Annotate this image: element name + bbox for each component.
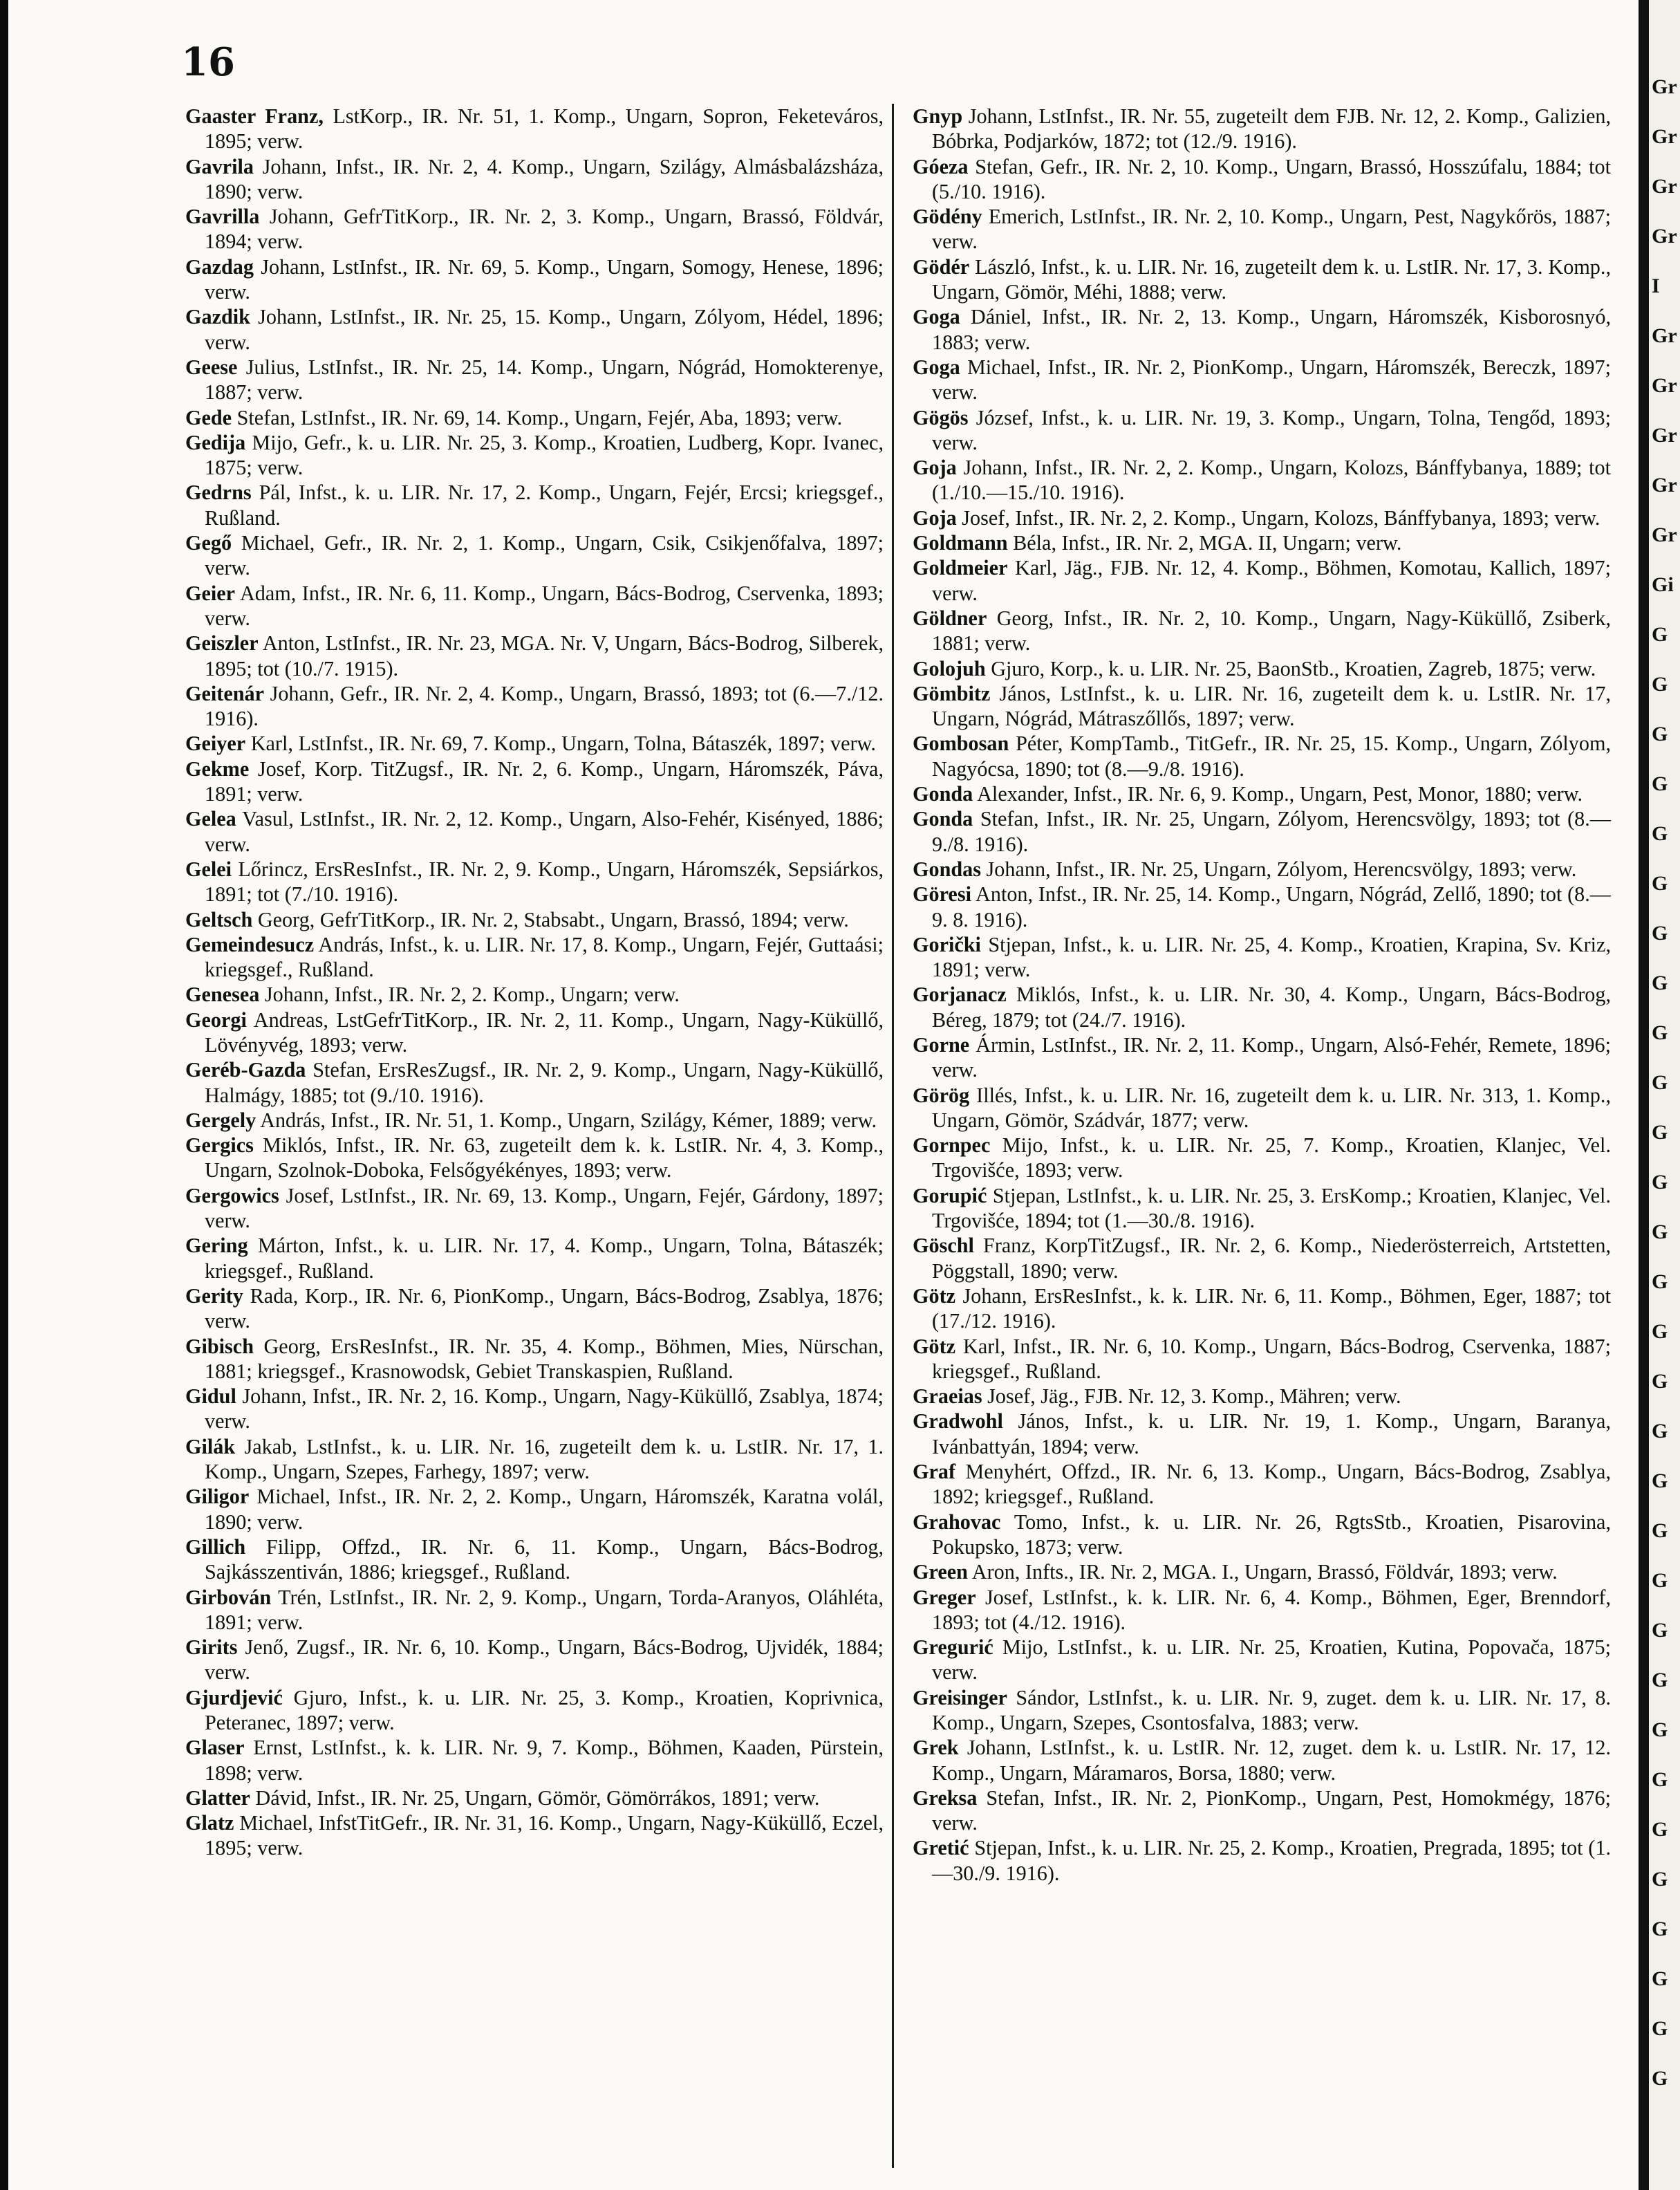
register-entry bbox=[185, 1785, 884, 1810]
entry-surname: Gelea bbox=[185, 807, 236, 831]
register-entry bbox=[185, 1735, 884, 1785]
entry-details: Josef, LstInfst., IR. Nr. 69, 13. Komp., Ungarn, Fejér, Gárdony, 1897; verw. bbox=[205, 1183, 884, 1233]
register-entry bbox=[185, 1685, 884, 1736]
entry-surname: Gergely bbox=[185, 1108, 256, 1132]
register-entry bbox=[913, 555, 1611, 606]
entry-surname: Goja bbox=[913, 456, 957, 480]
entry-surname: Góeza bbox=[913, 154, 969, 178]
register-entry bbox=[185, 1183, 884, 1234]
entry-surname: Goga bbox=[913, 355, 960, 379]
register-entry bbox=[185, 405, 884, 430]
entry-surname: Götz bbox=[913, 1334, 956, 1358]
margin-fragment: G bbox=[1652, 1967, 1668, 1990]
entry-details: Josef, Infst., IR. Nr. 2, 2. Komp., Ungarn, Kolozs, Bánffybanya, 1893; verw. bbox=[956, 505, 1600, 530]
register-entry bbox=[185, 1233, 884, 1283]
register-entry bbox=[185, 631, 884, 681]
margin-fragment: Gr bbox=[1652, 374, 1677, 397]
entry-surname: Göschl bbox=[913, 1234, 974, 1258]
register-entry bbox=[185, 731, 884, 756]
entry-surname: Gerity bbox=[185, 1283, 243, 1308]
entry-details: János, LstInfst., k. u. LIR. Nr. 16, zugeteilt dem k. u. LstIR. Nr. 17, Ungarn, Nógrád, Mátraszőllős, 1897; verw. bbox=[932, 681, 1611, 731]
register-entry bbox=[913, 1835, 1611, 1886]
entry-surname: Girits bbox=[185, 1635, 238, 1660]
entry-details: József, Infst., k. u. LIR. Nr. 19, 3. Komp., Ungarn, Tolna, Tengőd, 1893; verw. bbox=[932, 405, 1611, 454]
margin-fragment: Gr bbox=[1652, 225, 1677, 248]
entry-surname: Gedrns bbox=[185, 481, 252, 505]
entry-surname: Gonda bbox=[913, 782, 973, 806]
entry-details: Vasul, LstInfst., IR. Nr. 2, 12. Komp., Ungarn, Also-Fehér, Kisényed, 1886; verw. bbox=[205, 807, 884, 856]
entry-details: Gjuro, Infst., k. u. LIR. Nr. 25, 3. Komp., Kroatien, Koprivnica, Peteranec, 1897; verw. bbox=[205, 1685, 884, 1734]
entry-details: Dániel, Infst., IR. Nr. 2, 13. Komp., Ungarn, Háromszék, Kisborosnyó, 1883; verw. bbox=[932, 305, 1611, 354]
register-entry bbox=[913, 1032, 1611, 1083]
register-entry bbox=[913, 455, 1611, 505]
register-entry bbox=[185, 1057, 884, 1108]
entry-surname: Gekme bbox=[185, 757, 250, 781]
register-entry bbox=[913, 104, 1611, 154]
margin-fragment: G bbox=[1652, 1071, 1668, 1094]
entry-details: András, Infst., k. u. LIR. Nr. 17, 8. Komp., Ungarn, Fejér, Guttaási; kriegsgef., Rußland. bbox=[205, 932, 884, 982]
register-entry bbox=[185, 681, 884, 732]
entry-details: László, Infst., k. u. LIR. Nr. 16, zugeteilt dem k. u. LstIR. Nr. 17, 3. Komp., Ungarn, Gömör, Méhi, 1888; verw. bbox=[932, 254, 1611, 304]
margin-fragment: G bbox=[1652, 1469, 1668, 1492]
margin-fragment: Gr bbox=[1652, 474, 1677, 497]
next-page-margin bbox=[1649, 0, 1680, 2190]
entry-details: Ármin, LstInfst., IR. Nr. 2, 11. Komp., Ungarn, Alsó-Fehér, Remete, 1896; verw. bbox=[932, 1032, 1611, 1082]
register-entry bbox=[913, 932, 1611, 983]
page-number: 16 bbox=[181, 39, 235, 85]
entry-surname: Gede bbox=[185, 405, 232, 429]
entry-surname: Gregurić bbox=[913, 1635, 993, 1660]
entry-surname: Gegő bbox=[185, 531, 232, 555]
margin-fragment: Gr bbox=[1652, 175, 1677, 198]
margin-fragment: G bbox=[1652, 1818, 1668, 1841]
register-entry bbox=[913, 982, 1611, 1032]
entry-details: Jakab, LstInfst., k. u. LIR. Nr. 16, zugeteilt dem k. u. LstIR. Nr. 17, 1. Komp., Ungarn, Szepes, Farhegy, 1897; verw. bbox=[205, 1434, 884, 1484]
register-entry bbox=[185, 430, 884, 481]
register-entry bbox=[185, 304, 884, 355]
margin-fragment: Gr bbox=[1652, 125, 1677, 148]
entry-surname: Gorički bbox=[913, 932, 981, 956]
margin-fragment: G bbox=[1652, 822, 1668, 845]
entry-surname: Giligor bbox=[185, 1485, 250, 1509]
entry-surname: Geréb-Gazda bbox=[185, 1058, 306, 1082]
register-entry bbox=[185, 1810, 884, 1861]
entry-surname: Goga bbox=[913, 305, 960, 329]
entry-surname: Goldmann bbox=[913, 531, 1008, 555]
margin-fragment: G bbox=[1652, 1669, 1668, 1691]
entry-surname: Gödény bbox=[913, 205, 982, 229]
margin-fragment: G bbox=[1652, 1171, 1668, 1194]
entry-details: Péter, KompTamb., TitGefr., IR. Nr. 25, 15. Komp., Ungarn, Zólyom, Nagyócsa, 1890; tot (8.—9./8. 1916). bbox=[932, 732, 1611, 781]
entry-surname: Goja bbox=[913, 505, 957, 530]
register-entry bbox=[185, 1585, 884, 1635]
register-entry bbox=[913, 1510, 1611, 1560]
entry-details: Johann, Infst., IR. Nr. 2, 16. Komp., Ungarn, Nagy-Küküllő, Zsablya, 1874; verw. bbox=[205, 1384, 884, 1433]
entry-details: Stjepan, Infst., k. u. LIR. Nr. 25, 2. Komp., Kroatien, Pregrada, 1895; tot (1.—30./9. 1916). bbox=[932, 1836, 1611, 1885]
register-entry bbox=[913, 1559, 1611, 1584]
margin-fragment: G bbox=[1652, 1320, 1668, 1343]
entry-details: Lőrincz, ErsResInfst., IR. Nr. 2, 9. Komp., Ungarn, Háromszék, Sepsiárkos, 1891; tot (7./10. 1916). bbox=[205, 857, 884, 907]
register-entry bbox=[185, 480, 884, 530]
entry-surname: Genesea bbox=[185, 983, 260, 1007]
entry-surname: Gelei bbox=[185, 857, 232, 881]
margin-fragment: G bbox=[1652, 1420, 1668, 1442]
entry-surname: Gorne bbox=[913, 1032, 970, 1057]
entry-details: Stefan, Infst., IR. Nr. 2, PionKomp., Ungarn, Pest, Homokmégy, 1876; verw. bbox=[932, 1785, 1611, 1835]
entry-details: Georg, Infst., IR. Nr. 2, 10. Komp., Ungarn, Nagy-Küküllő, Zsiberk, 1881; verw. bbox=[932, 606, 1611, 656]
entry-details: Georg, GefrTitKorp., IR. Nr. 2, Stabsabt., Ungarn, Brassó, 1894; verw. bbox=[252, 907, 849, 931]
entry-surname: Greger bbox=[913, 1585, 976, 1609]
margin-fragment: G bbox=[1652, 1121, 1668, 1144]
entry-details: András, Infst., IR. Nr. 51, 1. Komp., Ungarn, Szilágy, Kémer, 1889; verw. bbox=[256, 1108, 877, 1132]
entry-details: Mijo, Infst., k. u. LIR. Nr. 25, 7. Komp., Kroatien, Klanjec, Vel. Trgovišće, 1893; verw. bbox=[932, 1133, 1611, 1182]
entry-details: Aron, Infts., IR. Nr. 2, MGA. I., Ungarn, Brassó, Földvár, 1893; verw. bbox=[967, 1560, 1558, 1584]
entry-details: Michael, InfstTitGefr., IR. Nr. 31, 16. Komp., Ungarn, Nagy-Küküllő, Eczel, 1895; verw. bbox=[205, 1811, 884, 1860]
register-entry bbox=[185, 757, 884, 807]
register-entry bbox=[913, 204, 1611, 254]
entry-surname: Geltsch bbox=[185, 907, 253, 931]
entry-surname: Gedija bbox=[185, 430, 246, 454]
register-entry bbox=[185, 932, 884, 983]
entry-details: Stefan, LstInfst., IR. Nr. 69, 14. Komp., Ungarn, Fejér, Aba, 1893; verw. bbox=[232, 405, 843, 429]
entry-surname: Gering bbox=[185, 1234, 248, 1258]
register-entry bbox=[185, 857, 884, 907]
entry-surname: Gidul bbox=[185, 1384, 236, 1409]
entry-surname: Görög bbox=[913, 1083, 970, 1107]
register-entry bbox=[185, 154, 884, 205]
entry-details: Ernst, LstInfst., k. k. LIR. Nr. 9, 7. Komp., Böhmen, Kaaden, Pürstein, 1898; verw. bbox=[205, 1736, 884, 1785]
entry-details: János, Infst., k. u. LIR. Nr. 19, 1. Komp., Ungarn, Baranya, Ivánbattyán, 1894; verw. bbox=[932, 1409, 1611, 1458]
entry-details: Filipp, Offzd., IR. Nr. 6, 11. Komp., Ungarn, Bács-Bodrog, Sajkásszentiván, 1886; kriegsgef., Rußland. bbox=[205, 1534, 884, 1584]
entry-details: Béla, Infst., IR. Nr. 2, MGA. II, Ungarn; verw. bbox=[1007, 531, 1402, 555]
register-entry bbox=[185, 1108, 884, 1133]
margin-fragment: G bbox=[1652, 1021, 1668, 1044]
entry-details: Jenő, Zugsf., IR. Nr. 6, 10. Komp., Ungarn, Bács-Bodrog, Ujvidék, 1884; verw. bbox=[205, 1635, 884, 1685]
register-entry bbox=[913, 405, 1611, 456]
entry-details: Johann, LstInfst., IR. Nr. 69, 5. Komp., Ungarn, Somogy, Henese, 1896; verw. bbox=[205, 254, 884, 304]
margin-fragment: G bbox=[1652, 1370, 1668, 1393]
register-entry bbox=[185, 1635, 884, 1685]
entry-details: Miklós, Infst., k. u. LIR. Nr. 30, 4. Komp., Ungarn, Bács-Bodrog, Béreg, 1879; tot (24./7. 1916). bbox=[932, 983, 1611, 1032]
register-entry bbox=[185, 1133, 884, 1183]
entry-details: Stefan, Gefr., IR. Nr. 2, 10. Komp., Ungarn, Brassó, Hosszúfalu, 1884; tot (5./10. 1916). bbox=[932, 154, 1611, 203]
entry-surname: Grahovac bbox=[913, 1510, 1001, 1534]
entry-details: Illés, Infst., k. u. LIR. Nr. 16, zugeteilt dem k. u. LIR. Nr. 313, 1. Komp., Ungarn, Gömör, Szádvár, 1877; verw. bbox=[932, 1083, 1611, 1132]
entry-surname: Gondas bbox=[913, 857, 981, 881]
register-entry bbox=[913, 806, 1611, 857]
register-entry bbox=[913, 304, 1611, 355]
margin-fragment: Gi bbox=[1652, 573, 1674, 596]
entry-details: Sándor, LstInfst., k. u. LIR. Nr. 9, zuget. dem k. u. LIR. Nr. 17, 8. Komp., Ungarn, Szepes, Csontosfalva, 1883; verw. bbox=[932, 1685, 1611, 1734]
left-column bbox=[185, 104, 884, 1861]
entry-details: Stjepan, Infst., k. u. LIR. Nr. 25, 4. Komp., Kroatien, Krapina, Sv. Kriz, 1891; verw. bbox=[932, 932, 1611, 982]
register-entry bbox=[913, 1585, 1611, 1635]
entry-details: Mijo, Gefr., k. u. LIR. Nr. 25, 3. Komp., Kroatien, Ludberg, Kopr. Ivanec, 1875; verw. bbox=[205, 430, 884, 480]
margin-fragment: G bbox=[1652, 1718, 1668, 1741]
margin-fragment: Gr bbox=[1652, 75, 1677, 98]
entry-surname: Geiyer bbox=[185, 732, 246, 756]
entry-surname: Geese bbox=[185, 355, 238, 379]
entry-surname: Gilák bbox=[185, 1434, 236, 1458]
entry-surname: Gillich bbox=[185, 1534, 246, 1559]
entry-details: Rada, Korp., IR. Nr. 6, PionKomp., Ungarn, Bács-Bodrog, Zsablya, 1876; verw. bbox=[205, 1283, 884, 1333]
register-entry bbox=[185, 355, 884, 405]
register-entry bbox=[913, 656, 1611, 681]
entry-details: Franz, KorpTitZugsf., IR. Nr. 2, 6. Komp., Niederösterreich, Artstetten, Pöggstall, 1890; verw. bbox=[932, 1234, 1611, 1283]
entry-details: Michael, Gefr., IR. Nr. 2, 1. Komp., Ungarn, Csik, Csikjenőfalva, 1897; verw. bbox=[205, 531, 884, 580]
entry-surname: Golojuh bbox=[913, 656, 986, 680]
register-entry bbox=[913, 857, 1611, 882]
entry-surname: Gonda bbox=[913, 807, 973, 831]
entry-details: Johann, Infst., IR. Nr. 25, Ungarn, Zólyom, Herencsvölgy, 1893; verw. bbox=[981, 857, 1577, 881]
entry-details: Karl, Jäg., FJB. Nr. 12, 4. Komp., Böhmen, Komotau, Kallich, 1897; verw. bbox=[932, 556, 1611, 605]
entry-surname: Gnyp bbox=[913, 104, 963, 128]
register-entry bbox=[185, 204, 884, 254]
margin-fragment: G bbox=[1652, 1768, 1668, 1791]
register-entry bbox=[185, 1434, 884, 1485]
entry-details: Stjepan, LstInfst., k. u. LIR. Nr. 25, 3. ErsKomp.; Kroatien, Klanjec, Vel. Trgovišće, 1894; tot (1.—30./8. 1916). bbox=[932, 1183, 1611, 1233]
entry-surname: Greisinger bbox=[913, 1685, 1007, 1709]
entry-surname: Gretić bbox=[913, 1836, 969, 1860]
entry-surname: Graf bbox=[913, 1460, 956, 1484]
margin-fragment: G bbox=[1652, 623, 1668, 646]
register-entry bbox=[913, 1133, 1611, 1183]
register-entry bbox=[185, 254, 884, 305]
register-entry bbox=[913, 254, 1611, 305]
entry-details: Anton, Infst., IR. Nr. 25, 14. Komp., Ungarn, Nógrád, Zellő, 1890; tot (8.—9. 8. 1916). bbox=[932, 882, 1611, 931]
margin-fragment: G bbox=[1652, 1619, 1668, 1642]
register-entry bbox=[913, 1283, 1611, 1334]
entry-details: Stefan, Infst., IR. Nr. 25, Ungarn, Zólyom, Herencsvölgy, 1893; tot (8.—9./8. 1916). bbox=[932, 807, 1611, 856]
register-entry bbox=[913, 505, 1611, 530]
margin-fragment: G bbox=[1652, 1270, 1668, 1293]
entry-surname: Goldmeier bbox=[913, 556, 1008, 580]
entry-details: Josef, Korp. TitZugsf., IR. Nr. 2, 6. Komp., Ungarn, Háromszék, Páva, 1891; verw. bbox=[205, 757, 884, 806]
entry-surname: Gödér bbox=[913, 254, 970, 279]
margin-fragment: G bbox=[1652, 1918, 1668, 1940]
scan-edge-left bbox=[0, 0, 8, 2190]
entry-details: Pál, Infst., k. u. LIR. Nr. 17, 2. Komp., Ungarn, Fejér, Ercsi; kriegsgef., Rußland. bbox=[205, 481, 884, 530]
margin-fragment: G bbox=[1652, 922, 1668, 945]
entry-details: Johann, Infst., IR. Nr. 2, 4. Komp., Ungarn, Szilágy, Almásbalázsháza, 1890; verw. bbox=[205, 154, 884, 203]
entry-surname: Gemeindesucz bbox=[185, 932, 315, 956]
entry-surname: Grek bbox=[913, 1736, 959, 1760]
entry-details: Michael, Infst., IR. Nr. 2, PionKomp., Ungarn, Háromszék, Bereczk, 1897; verw. bbox=[932, 355, 1611, 405]
entry-surname: Georgi bbox=[185, 1008, 247, 1032]
register-entry bbox=[913, 1334, 1611, 1384]
entry-details: Mijo, LstInfst., k. u. LIR. Nr. 25, Kroatien, Kutina, Popovača, 1875; verw. bbox=[932, 1635, 1611, 1685]
register-entry bbox=[913, 355, 1611, 405]
entry-surname: Gavrila bbox=[185, 154, 254, 178]
entry-details: Andreas, LstGefrTitKorp., IR. Nr. 2, 11. Komp., Ungarn, Nagy-Küküllő, Lövényvég, 1893; verw. bbox=[205, 1008, 884, 1057]
entry-surname: Gombosan bbox=[913, 732, 1009, 756]
entry-details: Johann, ErsResInfst., k. k. LIR. Nr. 6, 11. Komp., Böhmen, Eger, 1887; tot (17./12. 1916). bbox=[932, 1283, 1611, 1333]
register-entry bbox=[913, 530, 1611, 555]
register-entry bbox=[185, 982, 884, 1007]
entry-surname: Göldner bbox=[913, 606, 987, 630]
register-entry bbox=[185, 907, 884, 932]
entry-surname: Glaser bbox=[185, 1736, 245, 1760]
entry-surname: Götz bbox=[913, 1283, 956, 1308]
entry-details: Josef, Jäg., FJB. Nr. 12, 3. Komp., Mähren; verw. bbox=[982, 1384, 1401, 1409]
register-entry bbox=[185, 1534, 884, 1585]
entry-surname: Graeias bbox=[913, 1384, 982, 1409]
entry-details: Georg, ErsResInfst., IR. Nr. 35, 4. Komp., Böhmen, Mies, Nürschan, 1881; kriegsgef., Krasnowodsk, Gebiet Transkaspien, Rußland. bbox=[205, 1334, 884, 1383]
register-entry bbox=[913, 1183, 1611, 1234]
entry-surname: Green bbox=[913, 1560, 968, 1584]
register-entry bbox=[913, 731, 1611, 781]
entry-details: Johann, GefrTitKorp., IR. Nr. 2, 3. Komp., Ungarn, Brassó, Földvár, 1894; verw. bbox=[205, 205, 884, 254]
entry-details: Adam, Infst., IR. Nr. 6, 11. Komp., Ungarn, Bács-Bodrog, Cservenka, 1893; verw. bbox=[205, 581, 884, 630]
margin-fragment: Gr bbox=[1652, 523, 1677, 546]
margin-fragment: G bbox=[1652, 1569, 1668, 1592]
entry-surname: Glatter bbox=[185, 1785, 250, 1810]
entry-surname: Gibisch bbox=[185, 1334, 254, 1358]
entry-surname: Gradwohl bbox=[913, 1409, 1003, 1433]
entry-surname: Gögös bbox=[913, 405, 969, 429]
register-entry bbox=[913, 1459, 1611, 1510]
entry-surname: Göresi bbox=[913, 882, 971, 907]
entry-details: Karl, Infst., IR. Nr. 6, 10. Komp., Ungarn, Bács-Bodrog, Cservenka, 1887; kriegsgef., Rußland. bbox=[932, 1334, 1611, 1383]
entry-surname: Gergowics bbox=[185, 1183, 279, 1207]
entry-surname: Girbován bbox=[185, 1585, 272, 1609]
register-entry bbox=[185, 104, 884, 154]
margin-fragment: G bbox=[1652, 723, 1668, 745]
register-entry bbox=[913, 1409, 1611, 1459]
register-entry bbox=[913, 1685, 1611, 1736]
margin-fragment: G bbox=[1652, 772, 1668, 795]
register-entry bbox=[185, 806, 884, 857]
entry-surname: Geiszler bbox=[185, 631, 259, 656]
margin-fragment: G bbox=[1652, 2067, 1668, 2090]
margin-fragment: G bbox=[1652, 1868, 1668, 1891]
entry-details: Johann, Gefr., IR. Nr. 2, 4. Komp., Ungarn, Brassó, 1893; tot (6.—7./12. 1916). bbox=[205, 681, 884, 731]
entry-surname: Greksa bbox=[913, 1785, 978, 1810]
column-divider bbox=[892, 104, 894, 2168]
margin-fragment: G bbox=[1652, 1221, 1668, 1243]
entry-surname: Gergics bbox=[185, 1133, 254, 1158]
entry-details: Stefan, ErsResZugsf., IR. Nr. 2, 9. Komp., Ungarn, Nagy-Küküllő, Halmágy, 1885; tot (9./10. 1916). bbox=[205, 1058, 884, 1107]
register-entry bbox=[913, 1384, 1611, 1409]
margin-fragment: G bbox=[1652, 2017, 1668, 2040]
entry-details: Menyhért, Offzd., IR. Nr. 6, 13. Komp., Ungarn, Bács-Bodrog, Zsablya, 1892; kriegsgef., Rußland. bbox=[932, 1460, 1611, 1509]
entry-details: Karl, LstInfst., IR. Nr. 69, 7. Komp., Ungarn, Tolna, Bátaszék, 1897; verw. bbox=[245, 732, 876, 756]
register-entry bbox=[913, 1635, 1611, 1685]
entry-details: Anton, LstInfst., IR. Nr. 23, MGA. Nr. V, Ungarn, Bács-Bodrog, Silberek, 1895; tot (10./7. 1915). bbox=[205, 631, 884, 680]
entry-details: Josef, LstInfst., k. k. LIR. Nr. 6, 4. Komp., Böhmen, Eger, Brenndorf, 1893; tot (4./12. 1916). bbox=[932, 1585, 1611, 1634]
register-entry bbox=[185, 1384, 884, 1434]
entry-details: Johann, LstInfst., IR. Nr. 25, 15. Komp., Ungarn, Zólyom, Hédel, 1896; verw. bbox=[205, 305, 884, 354]
entry-surname: Gazdag bbox=[185, 254, 254, 279]
register-entry bbox=[913, 1233, 1611, 1283]
entry-surname: Gorjanacz bbox=[913, 983, 1007, 1007]
register-entry bbox=[913, 781, 1611, 806]
register-entry bbox=[913, 681, 1611, 732]
register-entry bbox=[913, 1785, 1611, 1836]
register-entry bbox=[185, 581, 884, 631]
entry-surname: Gaaster Franz, bbox=[185, 104, 324, 128]
entry-details: Johann, Infst., IR. Nr. 2, 2. Komp., Ungarn, Kolozs, Bánffybanya, 1889; tot (1./10.—15./10. 1916). bbox=[932, 456, 1611, 505]
margin-fragment: G bbox=[1652, 872, 1668, 895]
register-entry bbox=[913, 606, 1611, 656]
entry-details: Michael, Infst., IR. Nr. 2, 2. Komp., Ungarn, Háromszék, Karatna volál, 1890; verw. bbox=[205, 1485, 884, 1534]
register-entry bbox=[913, 882, 1611, 932]
margin-fragment: G bbox=[1652, 1519, 1668, 1542]
entry-details: Gjuro, Korp., k. u. LIR. Nr. 25, BaonStb., Kroatien, Zagreb, 1875; verw. bbox=[985, 656, 1596, 680]
entry-details: Johann, LstInfst., IR. Nr. 55, zugeteilt dem FJB. Nr. 12, 2. Komp., Galizien, Bóbrka, Podjarków, 1872; tot (12./9. 1916). bbox=[932, 104, 1611, 154]
entry-surname: Gornpec bbox=[913, 1133, 991, 1158]
entry-surname: Gazdik bbox=[185, 305, 250, 329]
entry-surname: Gavrilla bbox=[185, 205, 260, 229]
register-entry bbox=[913, 1083, 1611, 1133]
entry-details: Márton, Infst., k. u. LIR. Nr. 17, 4. Komp., Ungarn, Tolna, Bátaszék; kriegsgef., Rußland. bbox=[205, 1234, 884, 1283]
entry-surname: Gorupić bbox=[913, 1183, 987, 1207]
register-entry bbox=[185, 1283, 884, 1334]
entry-details: Tomo, Infst., k. u. LIR. Nr. 26, RgtsStb., Kroatien, Pisarovina, Pokupsko, 1873; verw. bbox=[932, 1510, 1611, 1559]
register-entry bbox=[185, 1484, 884, 1534]
register-entry bbox=[185, 1008, 884, 1058]
entry-details: Julius, LstInfst., IR. Nr. 25, 14. Komp., Ungarn, Nógrád, Homokterenye, 1887; verw. bbox=[205, 355, 884, 405]
entry-details: LstKorp., IR. Nr. 51, 1. Komp., Ungarn, Sopron, Feketeváros, 1895; verw. bbox=[205, 104, 884, 154]
margin-fragment: Gr bbox=[1652, 324, 1677, 347]
entry-details: Trén, LstInfst., IR. Nr. 2, 9. Komp., Ungarn, Torda-Aranyos, Oláhléta, 1891; verw. bbox=[205, 1585, 884, 1634]
entry-details: Emerich, LstInfst., IR. Nr. 2, 10. Komp., Ungarn, Pest, Nagykőrös, 1887; verw. bbox=[932, 205, 1611, 254]
entry-surname: Geitenár bbox=[185, 681, 264, 705]
entry-details: Miklós, Infst., IR. Nr. 63, zugeteilt dem k. k. LstIR. Nr. 4, 3. Komp., Ungarn, Szolnok-Doboka, Felsőgyékényes, 1893; verw. bbox=[205, 1133, 884, 1182]
entry-details: Alexander, Infst., IR. Nr. 6, 9. Komp., Ungarn, Pest, Monor, 1880; verw. bbox=[973, 782, 1583, 806]
entry-surname: Geier bbox=[185, 581, 236, 605]
register-entry bbox=[185, 530, 884, 581]
register-entry bbox=[185, 1334, 884, 1384]
entry-details: Johann, Infst., IR. Nr. 2, 2. Komp., Ungarn; verw. bbox=[259, 983, 680, 1007]
right-column bbox=[913, 104, 1611, 1886]
entry-surname: Gömbitz bbox=[913, 681, 991, 705]
margin-fragment: Gr bbox=[1652, 424, 1677, 447]
register-entry bbox=[913, 1735, 1611, 1785]
entry-surname: Gjurdjević bbox=[185, 1685, 283, 1709]
register-entry bbox=[913, 154, 1611, 205]
entry-details: Johann, LstInfst., k. u. LstIR. Nr. 12, zuget. dem k. u. LstIR. Nr. 17, 12. Komp., Ungarn, Máramaros, Borsa, 1880; verw. bbox=[932, 1736, 1611, 1785]
entry-surname: Glatz bbox=[185, 1811, 234, 1835]
margin-fragment: G bbox=[1652, 972, 1668, 994]
entry-details: Dávid, Infst., IR. Nr. 25, Ungarn, Gömör, Gömörrákos, 1891; verw. bbox=[250, 1785, 820, 1810]
margin-fragment: G bbox=[1652, 673, 1668, 696]
margin-fragment: I bbox=[1652, 275, 1660, 297]
